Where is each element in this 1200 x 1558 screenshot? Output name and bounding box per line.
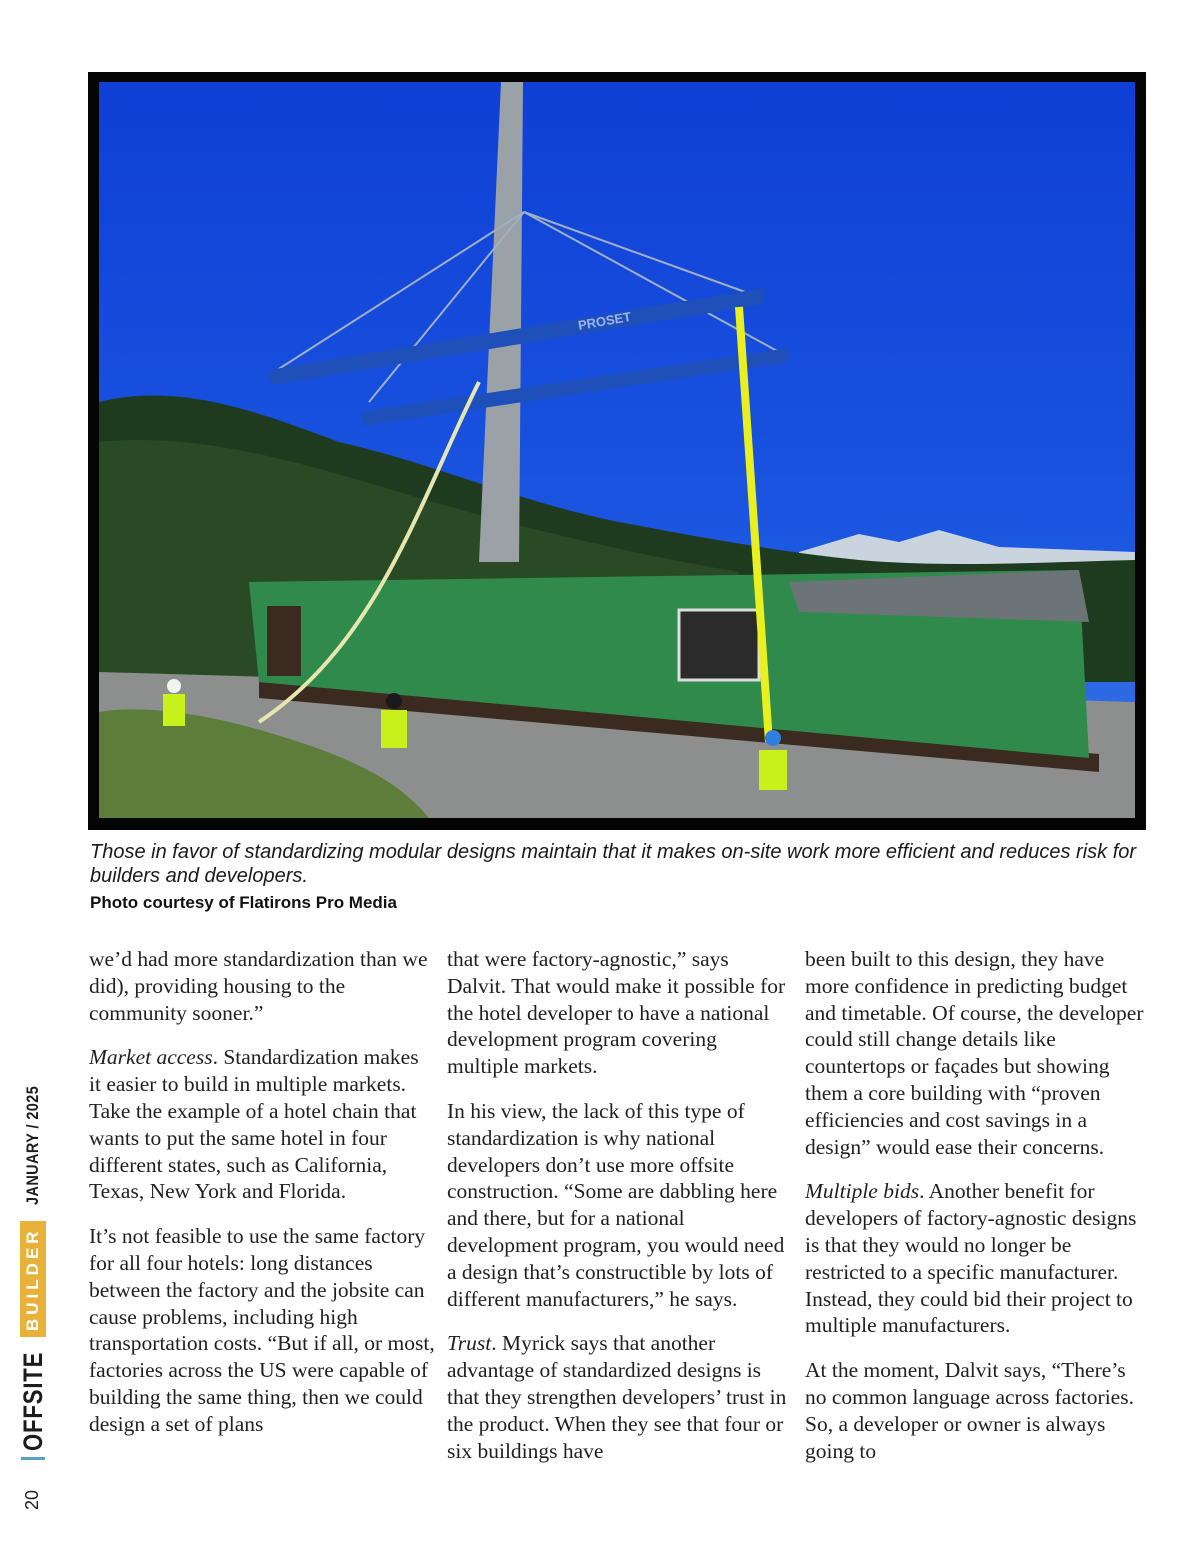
article-column-3 bbox=[805, 946, 1151, 1482]
running-head bbox=[18, 940, 48, 1460]
spreader-label: PROSET bbox=[576, 308, 633, 333]
photo-credit: Photo courtesy of Flatirons Pro Media bbox=[90, 893, 397, 912]
article-column-1 bbox=[89, 946, 435, 1456]
brand-offsite: OFFSITE bbox=[17, 1351, 48, 1451]
paragraph bbox=[89, 1044, 435, 1205]
paragraph: In his view, the lack of this type of standardization is why national developers don’t use more offsite construction. “Some are dabbling here and there, but for a national development program, you would need a design that’s constructible by lots of different manufacturers,” he says. bbox=[447, 1098, 785, 1311]
paragraph-body: . Standardization makes it easier to build in multiple markets. Take the example of a hotel chain that wants to put the same hotel in four different states, such as California, Texas, New York and Florida. bbox=[89, 1045, 419, 1204]
door-opening bbox=[267, 606, 301, 676]
paragraph-body: . Myrick says that another advantage of standardized designs is that they strengthen developers’ trust in the product. When they see that four or six buildings have bbox=[447, 1331, 787, 1463]
paragraph: It’s not feasible to use the same factory for all four hotels: long distances between the factory and the jobsite can cause problems, including high transportation costs. “But if all, or most, factories across the US were capable of building the same thing, then we could design a set of plans bbox=[89, 1224, 435, 1436]
window bbox=[679, 610, 759, 680]
page-number: 20 bbox=[22, 1489, 42, 1510]
paragraph-lead: Multiple bids bbox=[805, 1179, 920, 1204]
paragraph: been built to this design, they have more confidence in predicting budget and timetable. Of course, the developer could still change details like countertops or façades but showing them a core building with “proven efficiencies and cost savings in a design” would ease their concerns. bbox=[805, 947, 1144, 1159]
feature-photo bbox=[88, 72, 1146, 830]
paragraph: that were factory-agnostic,” says Dalvit. That would make it possible for the hotel developer to have a national development program covering multiple markets. bbox=[447, 947, 786, 1079]
article-column-2 bbox=[447, 946, 793, 1482]
paragraph-body: . Another benefit for developers of factory-agnostic designs is that they would no longer be restricted to a specific manufacturer. Instead, they could bid their project to multiple manufacturers. bbox=[805, 1179, 1137, 1338]
photo-crane-lifting-modular-unit bbox=[99, 82, 1135, 818]
issue-date: JANUARY / 2025 bbox=[23, 1086, 42, 1206]
photo-caption: Those in favor of standardizing modular designs maintain that it makes on-site work more efficient and reduces risk for builders and developers. bbox=[90, 841, 1137, 887]
running-head-rule bbox=[21, 1457, 45, 1460]
paragraph: we’d had more standardization than we did), providing housing to the community sooner.” bbox=[89, 947, 428, 1025]
paragraph-lead: Market access bbox=[89, 1045, 213, 1070]
brand-builder: BUILDER bbox=[20, 1221, 46, 1337]
paragraph-lead: Trust bbox=[447, 1331, 492, 1356]
paragraph bbox=[447, 1330, 793, 1464]
paragraph: At the moment, Dalvit says, “There’s no common language across factories. So, a developer or owner is always going to bbox=[805, 1358, 1134, 1463]
paragraph bbox=[805, 1178, 1151, 1339]
